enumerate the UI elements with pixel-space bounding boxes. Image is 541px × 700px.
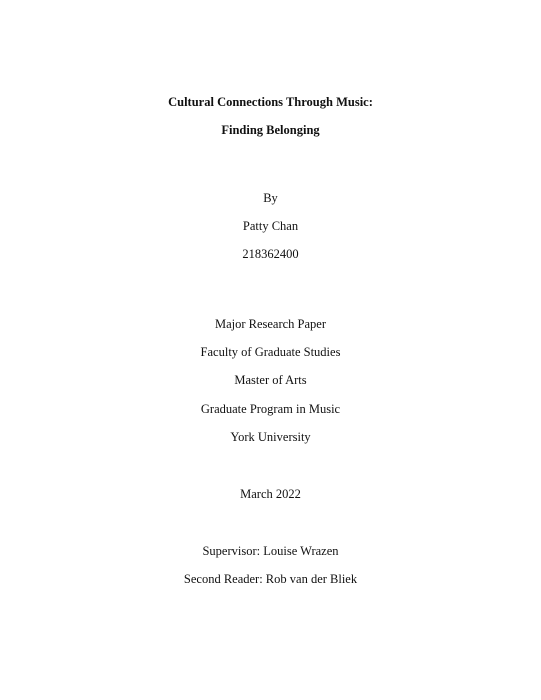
author-name: Patty Chan	[242, 219, 299, 233]
by-label: By	[263, 191, 278, 205]
degree: Master of Arts	[234, 373, 307, 387]
title-line-2: Finding Belonging	[221, 123, 320, 137]
second-reader: Second Reader: Rob van der Bliek	[183, 572, 358, 586]
university: York University	[230, 430, 311, 444]
title-line-1: Cultural Connections Through Music:	[168, 95, 373, 109]
faculty: Faculty of Graduate Studies	[200, 345, 341, 359]
student-id: 218362400	[242, 247, 299, 261]
submission-date: March 2022	[240, 487, 301, 501]
paper-type: Major Research Paper	[214, 317, 327, 331]
supervisor: Supervisor: Louise Wrazen	[202, 544, 339, 558]
graduate-program: Graduate Program in Music	[200, 402, 341, 416]
